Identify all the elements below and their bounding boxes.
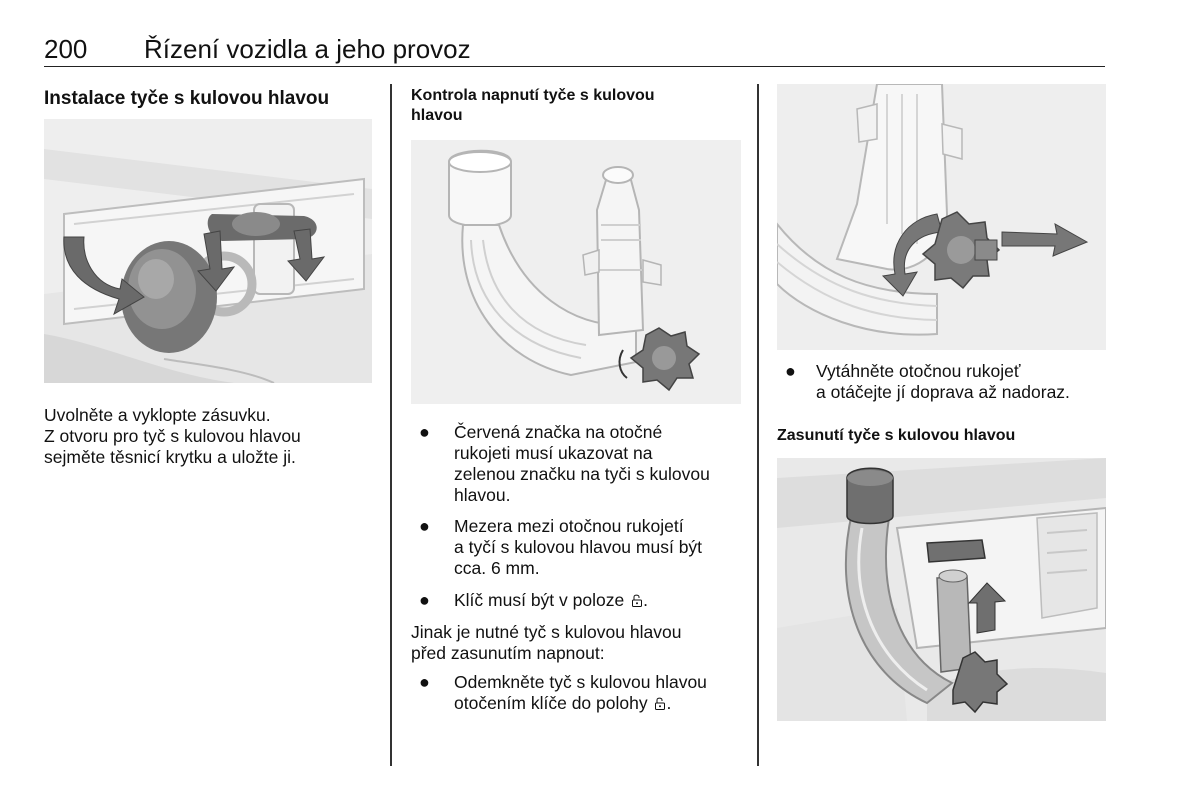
text-line: před zasunutím napnout:: [411, 643, 605, 663]
list-item: [419, 672, 749, 714]
text-line: Červená značka na otočné: [454, 422, 663, 442]
unlocked-padlock-icon: [654, 696, 666, 710]
text-line: otočením klíče do polohy: [454, 693, 648, 713]
list-item: [419, 422, 749, 506]
bullet-icon: ●: [785, 361, 796, 381]
illustration-socket-removal: [44, 119, 372, 383]
text-line: zelenou značku na tyči s kulovou: [454, 464, 710, 484]
page-header: [44, 30, 1105, 67]
bullet-icon: ●: [419, 672, 430, 692]
bullet-icon: ●: [419, 590, 430, 610]
unlocked-padlock-icon: [631, 593, 643, 607]
page-number: 200: [44, 34, 88, 64]
bullet-icon: ●: [419, 422, 430, 442]
instruction-paragraph: [44, 405, 301, 468]
column-divider: [390, 84, 392, 766]
text-line: .: [666, 693, 672, 713]
text-line: Mezera mezi otočnou rukojetí: [454, 516, 684, 536]
heading-line: Kontrola napnutí tyče s kulovou: [411, 87, 655, 104]
bullet-icon: ●: [419, 516, 430, 536]
list-item: [785, 361, 1115, 403]
illustration-pull-knob: [777, 84, 1106, 350]
text-line: a otáčejte jí doprava až nadoraz.: [816, 382, 1070, 402]
list-item: [419, 590, 749, 611]
note-paragraph: [411, 622, 681, 664]
illustration-insert-tow-bar: [777, 458, 1106, 721]
section-heading: [411, 86, 655, 126]
text-line: Klíč musí být v poloze: [454, 590, 625, 610]
section-heading: Zasunutí tyče s kulovou hlavou: [777, 427, 1016, 444]
text-line: Odemkněte tyč s kulovou hlavou: [454, 672, 707, 692]
heading-line: hlavou: [411, 107, 463, 124]
text-line: Jinak je nutné tyč s kulovou hlavou: [411, 622, 682, 642]
text-line: Vytáhněte otočnou rukojeť: [816, 361, 1021, 381]
column-divider: [757, 84, 759, 766]
list-item: [419, 516, 749, 579]
text-line: Z otvoru pro tyč s kulovou hlavou: [44, 426, 301, 446]
illustration-tow-bar-tension: [411, 140, 741, 404]
text-line: rukojeti musí ukazovat na: [454, 443, 653, 463]
text-line: Uvolněte a vyklopte zásuvku.: [44, 405, 271, 425]
chapter-title: Řízení vozidla a jeho provoz: [144, 34, 471, 64]
section-heading: Instalace tyče s kulovou hlavou: [44, 88, 330, 109]
text-line: cca. 6 mm.: [454, 558, 540, 578]
text-line: hlavou.: [454, 485, 511, 505]
text-line: sejměte těsnicí krytku a uložte ji.: [44, 447, 296, 467]
text-line: .: [643, 590, 648, 610]
text-line: a tyčí s kulovou hlavou musí být: [454, 537, 703, 557]
